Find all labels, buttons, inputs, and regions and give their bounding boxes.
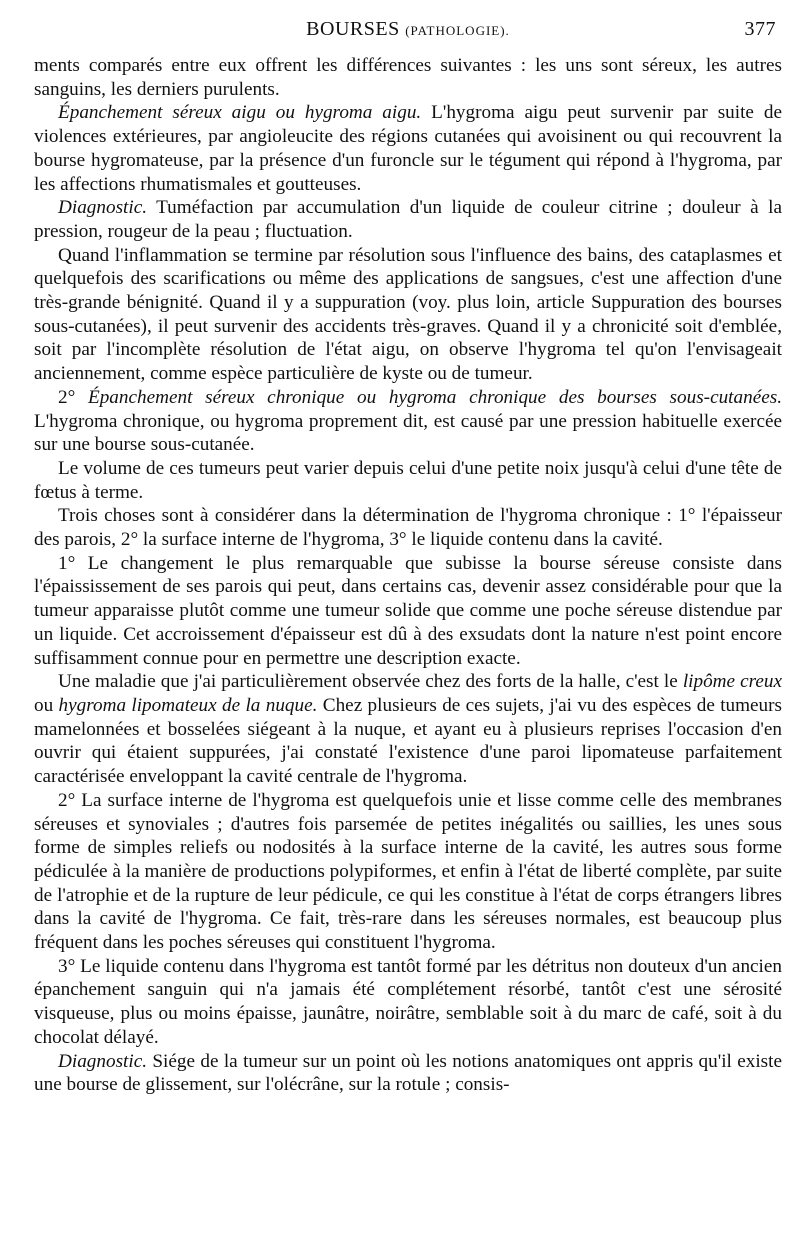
paragraph-p6 [34,457,782,504]
paragraph-p11 [34,955,782,1050]
text-run: Siége de la tumeur sur un point où les notions anatomiques ont appris qu'il existe une bourse de glissement, sur l'olécrâne, sur la rotule ; consis- [34,1050,782,1096]
text-run: Quand l'inflammation se termine par résolution sous l'influence des bains, des cataplasmes et quelquefois des scarifications ou même des applications de sangsues, c'est une affection d'une très-grande bénignité. Quand il y a suppuration (voy. plus loin, article Suppuration des bourses sous-cutanées), il peut survenir des accidents très-graves. Quand il y a chronicité soit d'emblée, soit par l'incomplète résolution de l'état aigu, on observe l'hygroma tel qu'on l'envisageait anciennement, comme espèce particulière de kyste ou de tumeur. [34,244,782,385]
paragraph-p5 [34,386,782,457]
paragraph-p2 [34,101,782,196]
body-text [34,54,782,1097]
italic-text: Épanchement séreux aigu ou hygroma aigu. [58,102,422,124]
text-run: L'hygroma aigu peut survenir par suite de violences extérieures, par angioleucite des régions cutanées qui avoisinent ou qui recouvrent la bourse hygromateuse, par la présence d'un furoncle sur le tégument qui répond à l'hygroma, par les affections rhumatismales et goutteuses. [34,102,782,195]
italic-text: lipôme creux [682,671,783,693]
italic-text: Diagnostic. [58,1050,148,1072]
paragraph-p4 [34,244,782,386]
paragraph-p12 [34,1050,782,1097]
paragraph-p10 [34,789,782,955]
text-run: 3° Le liquide contenu dans l'hygroma est tantôt formé par les détritus non douteux d'un ancien épanchement sanguin qui n'a jamais été complétement résorbé, tantôt c'est une sérosité visqueuse, plus ou moins épaisse, jaunâtre, noirâtre, semblable soit à du marc de café, soit à du chocolat délayé. [34,955,782,1048]
italic-text: Diagnostic. [58,197,148,219]
running-title [34,18,782,41]
text-run: Une maladie que j'ai particulièrement observée chez des forts de la halle, c'est le [58,671,683,693]
book-page [34,18,782,1097]
text-run: Trois choses sont à considérer dans la détermination de l'hygroma chronique : 1° l'épaisseur des parois, 2° la surface interne de l'hygroma, 3° le liquide contenu dans la cavité. [34,505,782,551]
paragraph-p9 [34,670,782,789]
paragraph-p3 [34,196,782,243]
paragraph-p7 [34,504,782,551]
text-run: 1° Le changement le plus remarquable que subisse la bourse séreuse consiste dans l'épaississement de ses parois qui peut, dans certains cas, devenir assez considérable pour que la tumeur apparaisse plutôt comme une tumeur solide que comme une poche séreuse distendue par un liquide. Cet accroissement d'épaisseur est dû à des exsudats dont la nature n'est point encore suffisamment connue pour en permettre une description exacte. [34,552,782,669]
text-run: Le volume de ces tumeurs peut varier depuis celui d'une petite noix jusqu'à celui d'une tête de fœtus à terme. [34,457,782,503]
italic-text: hygroma lipomateux de la nuque. [58,694,318,716]
running-header [34,18,782,44]
header-title: BOURSES [306,18,400,40]
text-run: 2° [58,386,88,408]
paragraph-p1 [34,54,782,101]
text-run: L'hygroma chronique, ou hygroma proprement dit, est causé par une pression habituelle exercée sur une bourse sous-cutanée. [34,410,782,456]
text-run: 2° La surface interne de l'hygroma est quelquefois unie et lisse comme celle des membranes séreuses et synoviales ; d'autres fois parsemée de petites inégalités ou saillies, les unes sous forme de simples reliefs ou nodosités à la surface interne de la cavité, les autres sous forme pédiculée à la manière de productions polypiformes, et enfin à l'état de liberté complète, par suite de l'atrophie et de la rupture de leur pédicule, ce qui les constitue à l'état de corps étrangers libres dans la cavité de l'hygroma. Ce fait, très-rare dans les séreuses normales, est beaucoup plus fréquent dans les poches séreuses qui constituent l'hygroma. [34,789,782,954]
text-run: Chez plusieurs de ces sujets, j'ai vu des espèces de tumeurs mamelonnées et bosselées siégeant à la nuque, et ayant eu à plusieurs reprises l'occasion d'en ouvrir qui étaient suppurées, j'ai constaté l'existence d'une paroi lipomateuse parfaitement caractérisée enveloppant la cavité centrale de l'hygroma. [34,694,783,788]
paragraph-p8 [34,552,782,671]
page-number: 377 [744,18,776,40]
text-run: ments comparés entre eux offrent les différences suivantes : les uns sont séreux, les autres sanguins, les derniers purulents. [34,55,782,100]
header-subtitle: (PATHOLOGIE). [405,23,510,38]
text-run: ou [34,694,59,716]
text-run: Tuméfaction par accumulation d'un liquide de couleur citrine ; douleur à la pression, rougeur de la peau ; fluctuation. [34,197,782,242]
italic-text: Épanchement séreux chronique ou hygroma chronique des bourses sous-cutanées. [87,386,782,408]
